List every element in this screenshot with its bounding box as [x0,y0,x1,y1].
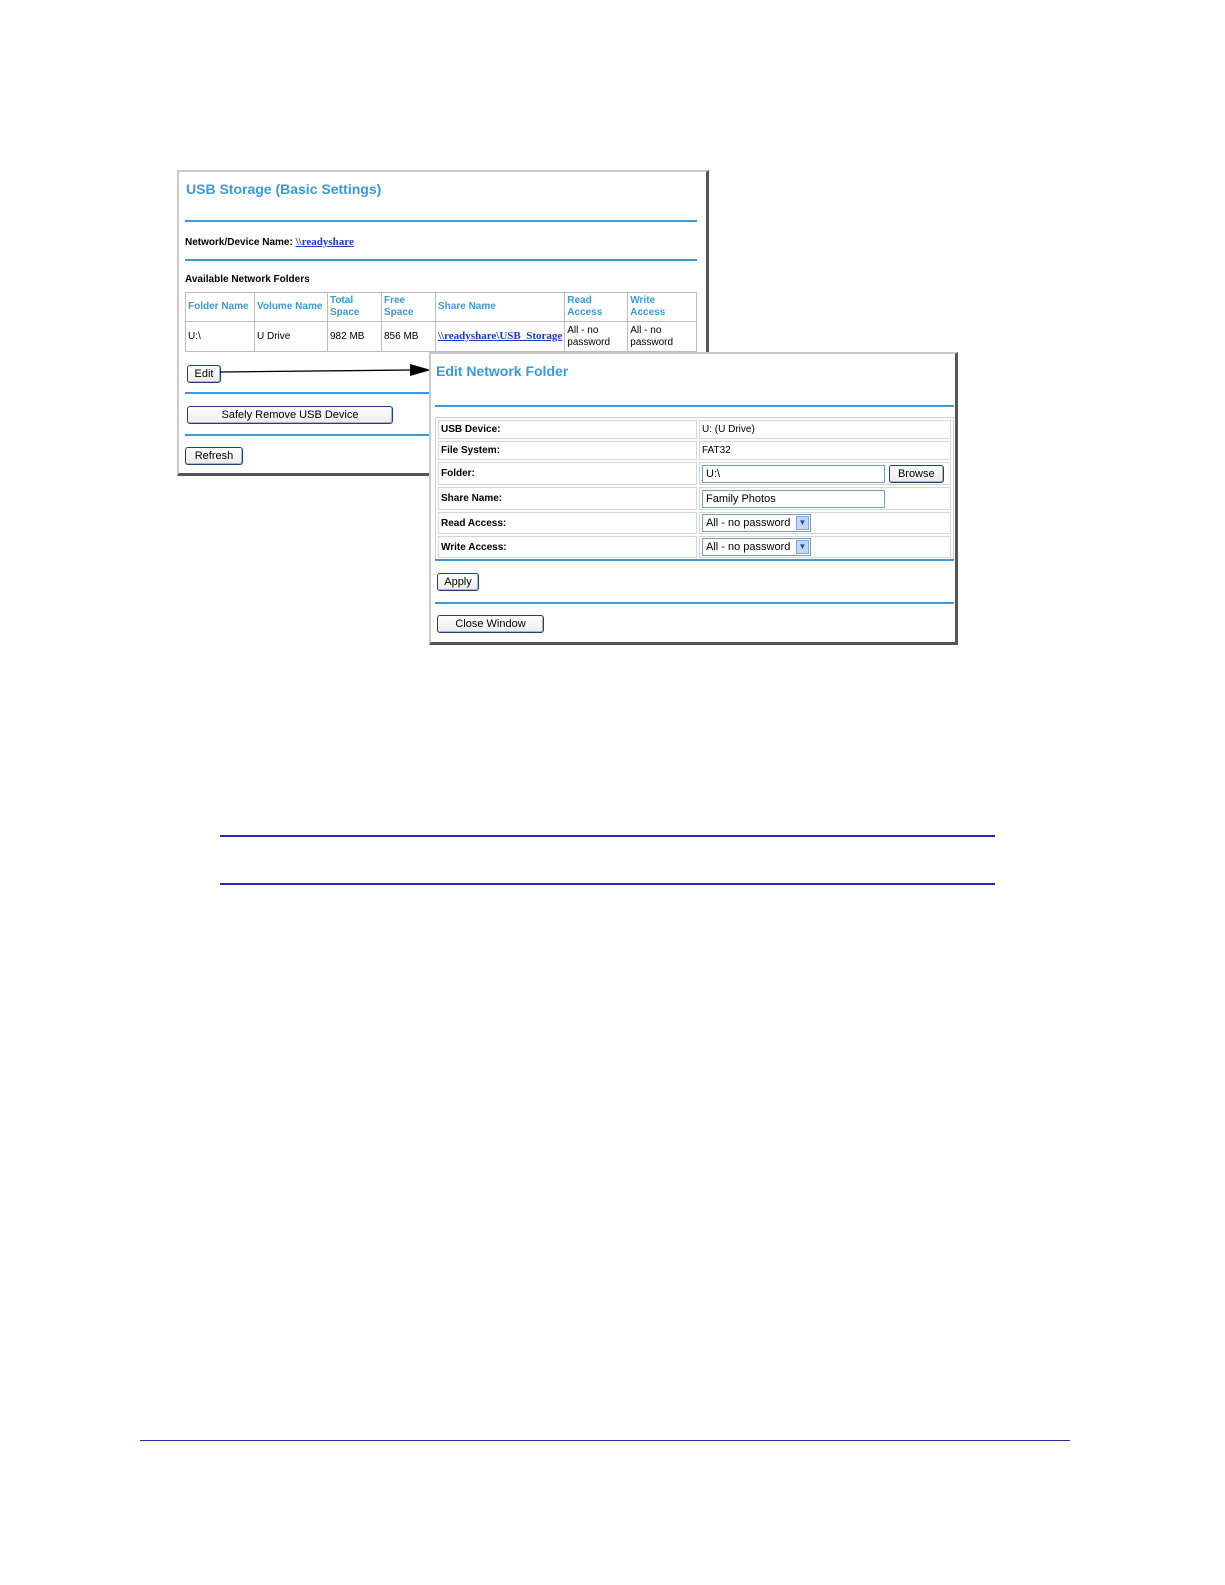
form-row-read-access [438,512,951,534]
share-name-cell [699,487,951,510]
edit-folder-form [435,417,954,561]
cell-write-access: All - no password [628,322,697,352]
browse-button[interactable]: Browse [889,465,944,483]
read-access-cell [699,512,951,534]
file-system-value: FAT32 [699,441,951,460]
col-read-access: Read Access [565,293,628,322]
write-access-cell [699,536,951,558]
chevron-down-icon: ▼ [796,516,809,530]
folder-label: Folder: [438,462,697,485]
safely-remove-button[interactable]: Safely Remove USB Device [187,406,393,424]
cell-free-space: 856 MB [382,322,436,352]
cell-folder-name: U:\ [186,322,255,352]
col-write-access: Write Access [628,293,697,322]
edit-folder-title: Edit Network Folder [436,363,569,379]
cell-read-access: All - no password [565,322,628,352]
usb-storage-title: USB Storage (Basic Settings) [186,181,382,197]
cell-volume-name: U Drive [255,322,328,352]
usb-device-label: USB Device: [438,420,697,439]
divider [435,559,954,561]
apply-button[interactable]: Apply [437,573,479,591]
footer-rule [140,1440,1070,1441]
divider [435,602,954,604]
edit-network-folder-panel [429,352,958,645]
note-bottom-rule [220,883,995,885]
device-name-link[interactable]: \\readyshare [295,236,354,248]
col-folder-name: Folder Name [186,293,255,322]
form-row-write-access [438,536,951,558]
share-name-link[interactable]: \\readyshare\USB_Storage [438,330,563,342]
file-system-label: File System: [438,441,697,460]
cell-total-space: 982 MB [328,322,382,352]
col-volume-name: Volume Name [255,293,328,322]
share-name-input[interactable]: Family Photos [702,490,885,508]
chevron-down-icon: ▼ [796,540,809,554]
usb-device-value: U: (U Drive) [699,420,951,439]
divider [435,405,954,407]
share-name-label: Share Name: [438,487,697,510]
device-name-label: Network/Device Name: [185,237,293,248]
edit-button[interactable]: Edit [187,365,221,383]
form-row-usb-device [438,420,951,439]
col-share-name: Share Name [436,293,565,322]
read-access-label: Read Access: [438,512,697,534]
write-access-label: Write Access: [438,536,697,558]
form-row-folder [438,462,951,485]
form-row-file-system [438,441,951,460]
col-total-space: Total Space [328,293,382,322]
note-top-rule [220,835,995,837]
close-window-button[interactable]: Close Window [437,615,544,633]
form-row-share-name [438,487,951,510]
refresh-button[interactable]: Refresh [185,447,243,465]
folders-heading: Available Network Folders [185,274,310,285]
folder-cell [699,462,951,485]
write-access-select[interactable]: All - no password ▼ [702,538,811,556]
col-free-space: Free Space [382,293,436,322]
folder-input[interactable]: U:\ [702,465,885,483]
read-access-select[interactable]: All - no password ▼ [702,514,811,532]
